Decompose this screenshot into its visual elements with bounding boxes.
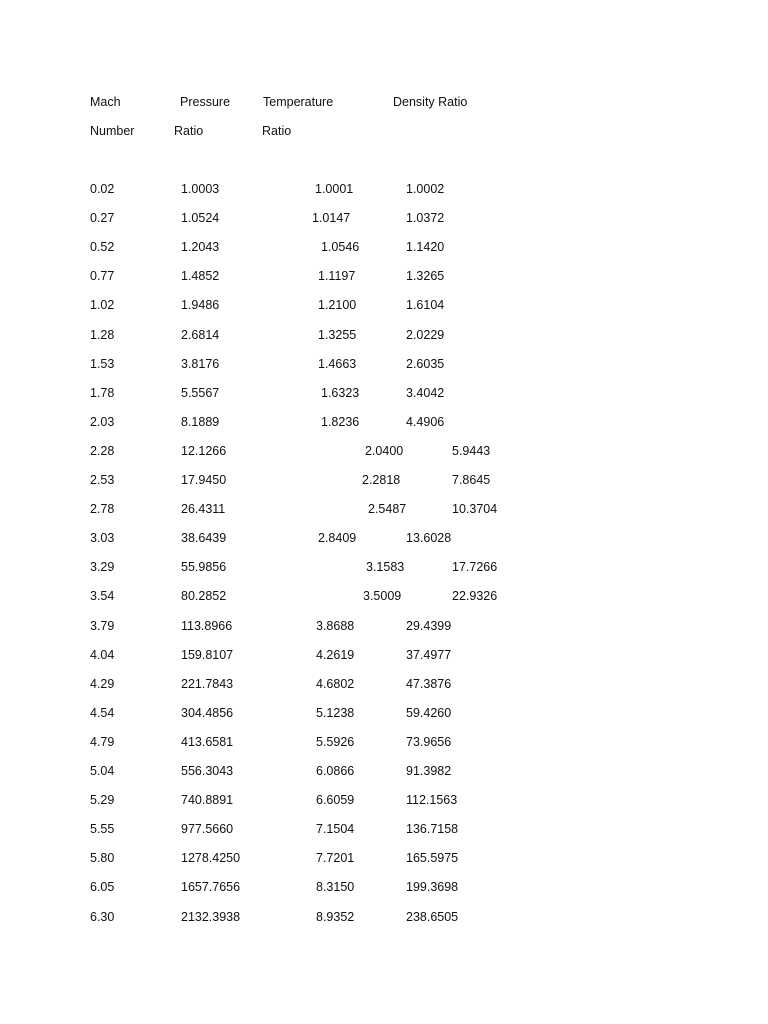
density-ratio-cell: 47.3876 [406,677,452,691]
density-ratio-cell: 7.8645 [452,473,491,487]
temperature-ratio-cell: 6.0866 [316,764,355,778]
mach-number-cell: 1.53 [90,357,115,371]
temperature-ratio-cell: 7.7201 [316,851,355,865]
temperature-ratio-cell: 6.6059 [316,793,355,807]
mach-number-cell: 0.77 [90,269,115,283]
density-ratio-cell: 2.0229 [406,328,445,342]
temperature-ratio-cell: 1.4663 [318,357,357,371]
density-ratio-cell: 238.6505 [406,910,459,924]
mach-number-cell: 3.79 [90,619,115,633]
temperature-ratio-cell: 5.5926 [316,735,355,749]
mach-number-header-line2: Number [90,124,135,138]
temperature-ratio-header-line2: Ratio [262,124,292,138]
pressure-ratio-cell: 159.8107 [181,648,234,662]
mach-number-cell: 1.02 [90,298,115,312]
density-ratio-cell: 13.6028 [406,531,452,545]
mach-number-cell: 0.27 [90,211,115,225]
density-ratio-cell: 29.4399 [406,619,452,633]
density-ratio-cell: 5.9443 [452,444,491,458]
pressure-ratio-cell: 304.4856 [181,706,234,720]
mach-number-cell: 2.78 [90,502,115,516]
temperature-ratio-cell: 3.1583 [366,560,405,574]
pressure-ratio-cell: 113.8966 [181,619,233,633]
mach-number-cell: 6.30 [90,910,115,924]
density-ratio-cell: 112.1563 [406,793,458,807]
pressure-ratio-cell: 2132.3938 [181,910,241,924]
temperature-ratio-cell: 2.2818 [362,473,401,487]
pressure-ratio-header-line2: Ratio [174,124,204,138]
pressure-ratio-cell: 5.5567 [181,386,220,400]
temperature-ratio-cell: 1.2100 [318,298,357,312]
pressure-ratio-cell: 1278.4250 [181,851,241,865]
temperature-ratio-cell: 3.5009 [363,589,402,603]
temperature-ratio-cell: 3.8688 [316,619,355,633]
mach-number-cell: 1.78 [90,386,115,400]
pressure-ratio-cell: 1657.7656 [181,880,241,894]
pressure-ratio-cell: 3.8176 [181,357,220,371]
density-ratio-cell: 4.4906 [406,415,445,429]
pressure-ratio-cell: 1.9486 [181,298,220,312]
mach-number-header: Mach [90,95,121,109]
mach-number-cell: 4.29 [90,677,115,691]
temperature-ratio-cell: 1.8236 [321,415,360,429]
temperature-ratio-cell: 1.0546 [321,240,360,254]
density-ratio-cell: 10.3704 [452,502,498,516]
pressure-ratio-cell: 12.1266 [181,444,227,458]
density-ratio-cell: 59.4260 [406,706,452,720]
temperature-ratio-cell: 7.1504 [316,822,355,836]
temperature-ratio-cell: 4.6802 [316,677,355,691]
mach-number-cell: 1.28 [90,328,115,342]
temperature-ratio-cell: 1.3255 [318,328,357,342]
mach-number-cell: 0.52 [90,240,115,254]
density-ratio-cell: 165.5975 [406,851,459,865]
density-ratio-cell: 199.3698 [406,880,459,894]
density-ratio-cell: 1.0002 [406,182,445,196]
mach-number-cell: 5.55 [90,822,115,836]
pressure-ratio-cell: 80.2852 [181,589,227,603]
temperature-ratio-cell: 2.5487 [368,502,407,516]
pressure-ratio-cell: 55.9856 [181,560,227,574]
pressure-ratio-cell: 1.0003 [181,182,220,196]
mach-number-cell: 5.80 [90,851,115,865]
density-ratio-header: Density Ratio [393,95,468,109]
mach-number-cell: 5.29 [90,793,115,807]
pressure-ratio-cell: 17.9450 [181,473,227,487]
mach-number-cell: 5.04 [90,764,115,778]
mach-number-cell: 2.28 [90,444,115,458]
density-ratio-cell: 3.4042 [406,386,445,400]
mach-number-cell: 4.79 [90,735,115,749]
density-ratio-cell: 17.7266 [452,560,498,574]
density-ratio-cell: 1.3265 [406,269,445,283]
pressure-ratio-cell: 413.6581 [181,735,234,749]
density-ratio-cell: 1.1420 [406,240,445,254]
mach-number-cell: 4.54 [90,706,115,720]
pressure-ratio-cell: 1.4852 [181,269,220,283]
pressure-ratio-cell: 221.7843 [181,677,234,691]
temperature-ratio-header: Temperature [263,95,334,109]
density-ratio-cell: 1.0372 [406,211,445,225]
mach-number-cell: 3.29 [90,560,115,574]
temperature-ratio-cell: 8.9352 [316,910,355,924]
pressure-ratio-cell: 1.2043 [181,240,220,254]
pressure-ratio-cell: 8.1889 [181,415,220,429]
density-ratio-cell: 73.9656 [406,735,452,749]
temperature-ratio-cell: 1.6323 [321,386,360,400]
temperature-ratio-cell: 8.3150 [316,880,355,894]
pressure-ratio-cell: 2.6814 [181,328,220,342]
temperature-ratio-cell: 2.0400 [365,444,404,458]
density-ratio-cell: 91.3982 [406,764,452,778]
density-ratio-cell: 22.9326 [452,589,498,603]
mach-number-cell: 6.05 [90,880,115,894]
mach-number-cell: 2.03 [90,415,115,429]
pressure-ratio-cell: 740.8891 [181,793,234,807]
temperature-ratio-cell: 5.1238 [316,706,355,720]
pressure-ratio-cell: 26.4311 [181,502,226,516]
mach-number-cell: 0.02 [90,182,115,196]
temperature-ratio-cell: 2.8409 [318,531,357,545]
temperature-ratio-cell: 4.2619 [316,648,355,662]
temperature-ratio-cell: 1.0147 [312,211,351,225]
pressure-ratio-header: Pressure [180,95,231,109]
pressure-ratio-cell: 1.0524 [181,211,220,225]
mach-number-cell: 4.04 [90,648,115,662]
pressure-ratio-cell: 977.5660 [181,822,234,836]
mach-number-cell: 3.54 [90,589,115,603]
density-ratio-cell: 1.6104 [406,298,445,312]
temperature-ratio-cell: 1.0001 [315,182,354,196]
density-ratio-cell: 136.7158 [406,822,459,836]
density-ratio-cell: 2.6035 [406,357,445,371]
pressure-ratio-cell: 38.6439 [181,531,227,545]
mach-number-cell: 2.53 [90,473,115,487]
mach-number-cell: 3.03 [90,531,115,545]
temperature-ratio-cell: 1.1197 [318,269,356,283]
density-ratio-cell: 37.4977 [406,648,452,662]
pressure-ratio-cell: 556.3043 [181,764,234,778]
